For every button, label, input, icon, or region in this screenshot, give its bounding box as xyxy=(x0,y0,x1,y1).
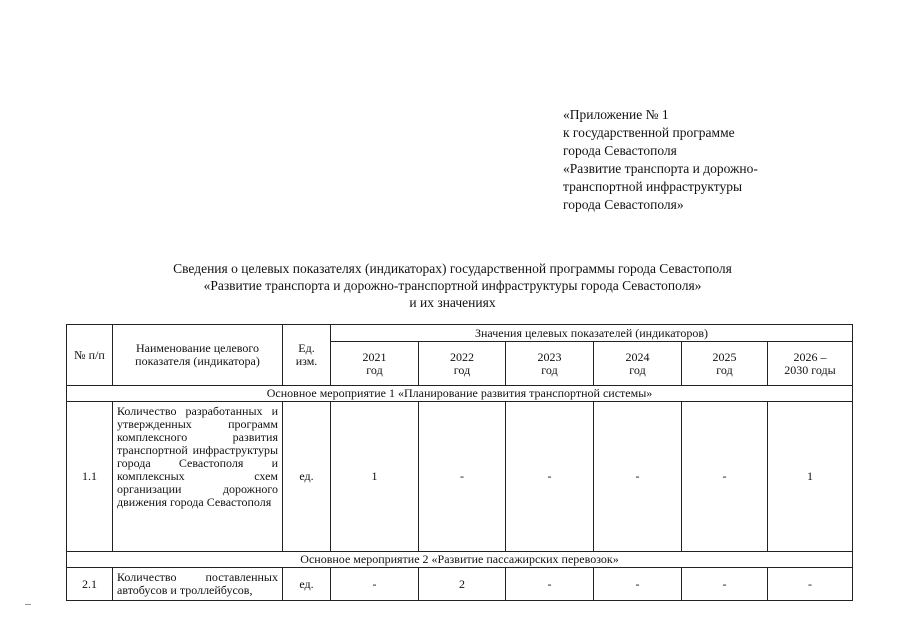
header-year-2023 xyxy=(506,342,594,386)
header-year-2024 xyxy=(594,342,682,386)
header-year-2025 xyxy=(682,342,768,386)
year-suffix: 2030 годы xyxy=(784,362,836,377)
row-value: - xyxy=(682,402,768,552)
year-label: 2023 xyxy=(537,349,562,364)
header-name-line: Наименование целевого xyxy=(135,341,260,355)
year-label: 2024 xyxy=(625,349,650,364)
year-suffix: год xyxy=(629,362,646,377)
row-unit: ед. xyxy=(283,568,331,601)
appendix-line: города Севастополя» xyxy=(563,197,684,212)
appendix-block xyxy=(563,106,823,214)
row-indicator-name: Количество поставленных автобусов и троллейбусов, xyxy=(113,568,283,601)
section-title: Основное мероприятие 2 «Развитие пассажирских перевозок» xyxy=(67,552,853,568)
appendix-line: «Приложение № 1 xyxy=(563,107,669,122)
year-label: 2021 xyxy=(362,349,387,364)
row-value: 1 xyxy=(331,402,419,552)
indicators-table xyxy=(66,324,853,601)
header-name xyxy=(113,325,283,386)
table-row xyxy=(67,402,853,552)
table-row xyxy=(67,568,853,601)
header-unit-line: изм. xyxy=(295,354,318,368)
appendix-line: «Развитие транспорта и дорожно- xyxy=(563,161,758,176)
year-suffix: год xyxy=(716,362,733,377)
row-value: 2 xyxy=(419,568,506,601)
header-year-2021 xyxy=(331,342,419,386)
year-suffix: год xyxy=(541,362,558,377)
header-unit-line: Ед. xyxy=(298,341,315,355)
row-value: - xyxy=(506,568,594,601)
year-label: 2026 – xyxy=(793,349,827,364)
row-value: 1 xyxy=(768,402,853,552)
row-value: - xyxy=(594,568,682,601)
scan-mark xyxy=(25,604,31,605)
year-label: 2025 xyxy=(712,349,737,364)
row-num: 2.1 xyxy=(67,568,113,601)
appendix-line: к государственной программе xyxy=(563,125,735,140)
heading-line: «Развитие транспорта и дорожно-транспортной инфраструктуры города Севастополя» xyxy=(203,278,702,293)
document-heading xyxy=(0,260,905,311)
section-row xyxy=(67,552,853,568)
appendix-line: города Севастополя xyxy=(563,143,677,158)
header-year-2022 xyxy=(419,342,506,386)
header-num: № п/п xyxy=(67,325,113,386)
appendix-line: транспортной инфраструктуры xyxy=(563,179,743,194)
header-row xyxy=(67,325,853,342)
header-values-group: Значения целевых показателей (индикаторов) xyxy=(331,325,853,342)
row-num: 1.1 xyxy=(67,402,113,552)
row-unit: ед. xyxy=(283,402,331,552)
row-indicator-name: Количество разработанных и утвержденных программ комплексного развития транспортной инфраструктуры города Севастополя и комплексных схем организации дорожного движения города Севастополя xyxy=(113,402,283,552)
year-suffix: год xyxy=(453,362,471,377)
row-value: - xyxy=(419,402,506,552)
row-value: - xyxy=(331,568,419,601)
header-year-2026-2030 xyxy=(768,342,853,386)
heading-line: и их значениях xyxy=(409,295,496,310)
row-value: - xyxy=(768,568,853,601)
header-unit xyxy=(283,325,331,386)
year-suffix: год xyxy=(366,362,383,377)
heading-line: Сведения о целевых показателях (индикаторах) государственной программы города Севастополя xyxy=(173,261,732,276)
year-label: 2022 xyxy=(450,349,474,364)
section-title: Основное мероприятие 1 «Планирование развития транспортной системы» xyxy=(67,386,853,402)
row-value: - xyxy=(682,568,768,601)
row-value: - xyxy=(506,402,594,552)
header-name-line: показателя (индикатора) xyxy=(135,354,260,368)
section-row xyxy=(67,386,853,402)
row-value: - xyxy=(594,402,682,552)
